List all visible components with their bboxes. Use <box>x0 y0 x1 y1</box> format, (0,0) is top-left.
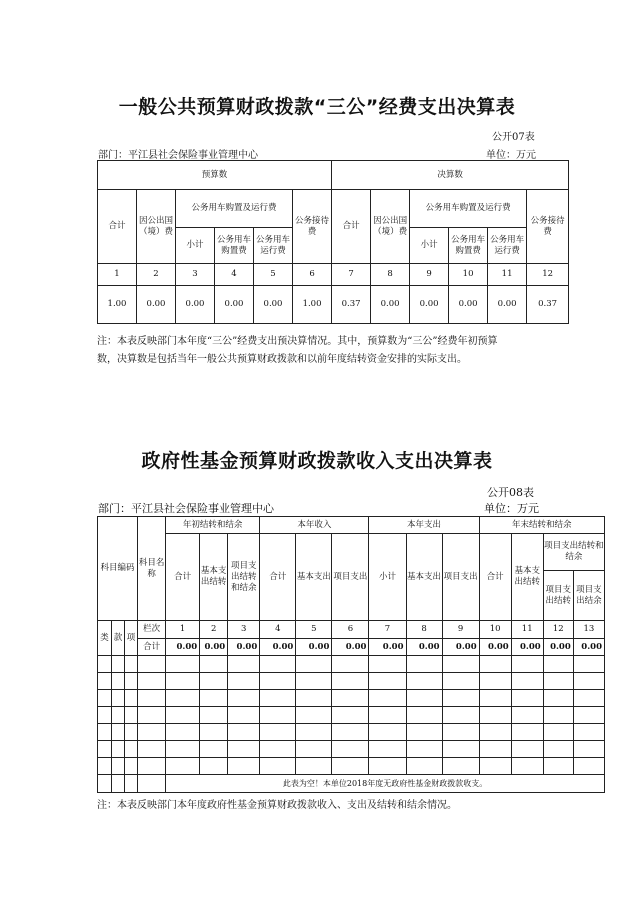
value-cell: 0.00 <box>488 286 527 324</box>
header-proj-balance: 项目支出结余 <box>573 571 604 621</box>
header-budget: 预算数 <box>98 161 332 190</box>
header-lei: 类 <box>98 621 112 656</box>
value-cell: 0.37 <box>332 286 371 324</box>
table-row <box>98 707 605 724</box>
table2-dept: 部门：平江县社会保险事业管理中心 <box>98 502 274 515</box>
table1-note-line1: 注：本表反映部门本年度“三公”经费支出预决算情况。其中，预算数为“三公”经费年初预算 <box>97 336 498 347</box>
header-opening: 年初结转和结余 <box>166 517 260 534</box>
col-num: 1 <box>98 264 137 286</box>
col-num: 11 <box>488 264 527 286</box>
value-cell: 1.00 <box>98 286 137 324</box>
header-total: 合计 <box>98 190 137 264</box>
table-row <box>98 741 605 758</box>
header-purchase: 公务用车购置费 <box>449 228 488 264</box>
table1-dept: 部门：平江县社会保险事业管理中心 <box>98 150 258 161</box>
col-num: 9 <box>410 264 449 286</box>
header-vehicle: 公务用车购置及运行费 <box>176 190 293 228</box>
value-cell: 1.00 <box>293 286 332 324</box>
col-num: 8 <box>371 264 410 286</box>
header-abroad: 因公出国（境）费 <box>137 190 176 264</box>
table2-unit: 单位：万元 <box>484 502 539 515</box>
col-num: 7 <box>369 621 406 639</box>
header-kuan: 款 <box>112 621 125 656</box>
header-subject-code: 科目编码 <box>98 517 138 621</box>
col-num: 11 <box>511 621 543 639</box>
header-basic-exp: 基本支出 <box>296 534 332 621</box>
value-cell: 0.00 <box>449 286 488 324</box>
header-total: 合计 <box>260 534 296 621</box>
header-closing: 年末结转和结余 <box>479 517 604 534</box>
col-num: 8 <box>406 621 442 639</box>
table2-title: 政府性基金预算财政拨款收入支出决算表 <box>141 450 493 472</box>
col-num: 3 <box>228 621 260 639</box>
total-cell: 0.00 <box>200 639 228 656</box>
col-num: 5 <box>254 264 293 286</box>
col-num: 4 <box>260 621 296 639</box>
table1-value-row <box>98 286 569 324</box>
total-cell: 0.00 <box>260 639 296 656</box>
value-cell: 0.00 <box>371 286 410 324</box>
header-vehicle: 公务用车购置及运行费 <box>410 190 527 228</box>
col-num: 6 <box>293 264 332 286</box>
header-final: 决算数 <box>332 161 569 190</box>
table-row <box>98 724 605 741</box>
value-cell: 0.00 <box>176 286 215 324</box>
col-num: 3 <box>176 264 215 286</box>
header-income: 本年收入 <box>260 517 369 534</box>
header-project-exp: 项目支出 <box>442 534 479 621</box>
header-basic-carry: 基本支出结转 <box>511 534 543 621</box>
header-total: 合计 <box>332 190 371 264</box>
col-num: 10 <box>479 621 511 639</box>
col-num: 1 <box>166 621 200 639</box>
header-proj-carry: 项目支出结转 <box>543 571 573 621</box>
header-purchase: 公务用车购置费 <box>215 228 254 264</box>
total-cell: 0.00 <box>479 639 511 656</box>
header-xiang: 项 <box>125 621 138 656</box>
header-abroad: 因公出国（境）费 <box>371 190 410 264</box>
table2-empty-row <box>98 775 605 793</box>
col-num: 10 <box>449 264 488 286</box>
table2-note: 注：本表反映部门本年度政府性基金预算财政拨款收入、支出及结转和结余情况。 <box>97 800 457 811</box>
table-row <box>98 656 605 673</box>
table2-code: 公开08表 <box>487 486 534 499</box>
total-cell: 0.00 <box>228 639 260 656</box>
header-basic-exp: 基本支出 <box>406 534 442 621</box>
col-num: 13 <box>573 621 604 639</box>
header-reception: 公务接待费 <box>293 190 332 264</box>
table-row <box>98 690 605 707</box>
col-num: 5 <box>296 621 332 639</box>
header-project-carry: 项目支出结转和结余 <box>228 534 260 621</box>
header-project-exp: 项目支出 <box>332 534 369 621</box>
value-cell: 0.00 <box>215 286 254 324</box>
table-row <box>98 673 605 690</box>
header-expense: 本年支出 <box>369 517 479 534</box>
table1-title: 一般公共预算财政拨款“三公”经费支出决算表 <box>118 96 516 118</box>
col-num: 12 <box>543 621 573 639</box>
header-subtotal: 小计 <box>176 228 215 264</box>
total-cell: 0.00 <box>166 639 200 656</box>
header-total: 合计 <box>479 534 511 621</box>
header-lanci: 栏次 <box>138 621 166 639</box>
header-operation: 公务用车运行费 <box>254 228 293 264</box>
table1-note <box>97 333 577 369</box>
total-cell: 0.00 <box>296 639 332 656</box>
total-cell: 0.00 <box>543 639 573 656</box>
value-cell: 0.37 <box>527 286 569 324</box>
table-row <box>98 758 605 775</box>
col-num: 4 <box>215 264 254 286</box>
header-subject-name: 科目名称 <box>138 517 166 621</box>
total-cell: 0.00 <box>406 639 442 656</box>
value-cell: 0.00 <box>410 286 449 324</box>
total-cell: 0.00 <box>511 639 543 656</box>
value-cell: 0.00 <box>254 286 293 324</box>
header-closing-project: 项目支出结转和结余 <box>543 534 604 571</box>
header-reception: 公务接待费 <box>527 190 569 264</box>
table1-code: 公开07表 <box>492 132 535 143</box>
total-cell: 0.00 <box>573 639 604 656</box>
table1-note-line2: 数，决算数是包括当年一般公共预算财政拨款和以前年度结转资金安排的实际支出。 <box>97 354 467 365</box>
col-num: 6 <box>332 621 369 639</box>
table2 <box>97 516 605 793</box>
col-num: 2 <box>200 621 228 639</box>
table1 <box>97 160 569 324</box>
header-total: 合计 <box>166 534 200 621</box>
table1-colnum-row <box>98 264 569 286</box>
empty-message: 此表为空！本单位2018年度无政府性基金财政拨款收支。 <box>166 775 605 793</box>
total-cell: 0.00 <box>332 639 369 656</box>
col-num: 7 <box>332 264 371 286</box>
total-cell: 0.00 <box>369 639 406 656</box>
total-cell: 0.00 <box>442 639 479 656</box>
col-num: 12 <box>527 264 569 286</box>
table2-colnum-row <box>98 621 605 639</box>
header-heji: 合计 <box>138 639 166 656</box>
header-subtotal: 小计 <box>369 534 406 621</box>
table2-total-row <box>98 639 605 656</box>
header-subtotal: 小计 <box>410 228 449 264</box>
col-num: 9 <box>442 621 479 639</box>
header-basic-carry: 基本支出结转 <box>200 534 228 621</box>
table1-unit: 单位：万元 <box>486 150 536 161</box>
col-num: 2 <box>137 264 176 286</box>
value-cell: 0.00 <box>137 286 176 324</box>
header-operation: 公务用车运行费 <box>488 228 527 264</box>
